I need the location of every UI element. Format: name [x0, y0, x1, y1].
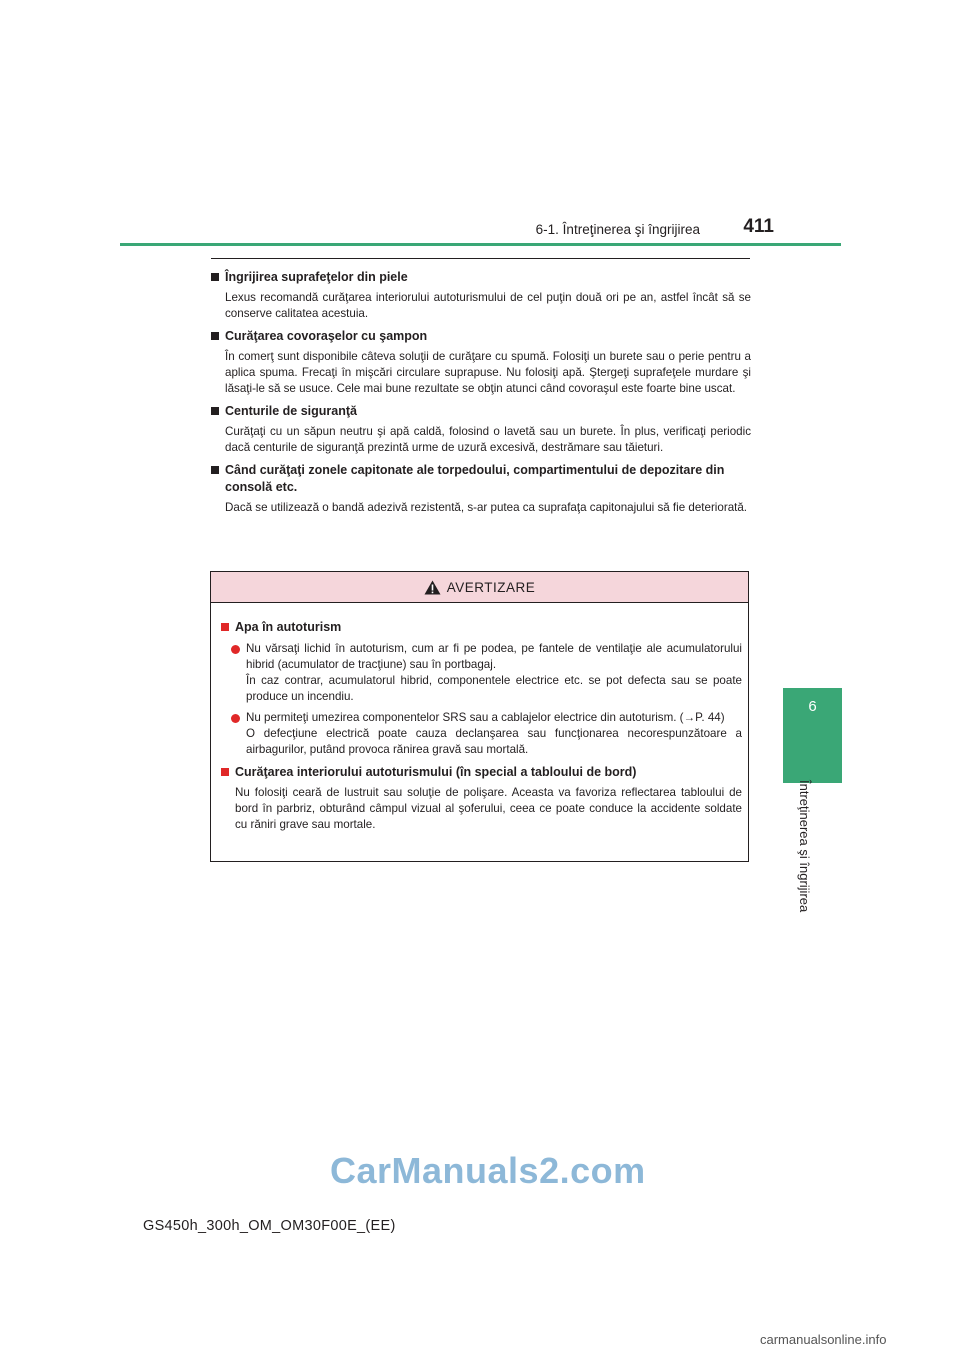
section-body: În comerţ sunt disponibile câteva soluţii de curăţare cu spumă. Folosiţi un burete sau o perie pentru a aplica spuma. Frecaţi în mişcări circulare suprapuse. Nu folosiţi apă. Ştergeţi suprafeţele murdare şi lăsaţi-le să se usuce. Cele mai bune rezultate se obţin atunci când covoraşul este foarte bine uscat.	[225, 350, 751, 395]
section-body: Curăţaţi cu un săpun neutru şi apă caldă, folosind o lavetă sau un burete. În plus, verificaţi periodic dacă centurile de siguranţă prezintă urme de uzură excesivă, destrămare sau tăieturi.	[225, 425, 751, 454]
bullet-subtext: În caz contrar, acumulatorul hibrid, componentele electrice etc. se pot defecta sau se poate produce un incendiu.	[246, 674, 742, 703]
section-title: Îngrijirea suprafeţelor din piele	[225, 270, 408, 284]
warning-header	[211, 572, 748, 603]
section-body: Lexus recomandă curăţarea interiorului autoturismului de cel puţin două ori pe an, astfel încât să se conserve calitatea acestuia.	[225, 291, 751, 320]
warning-triangle-icon	[424, 580, 441, 595]
warning-bullet	[221, 641, 742, 705]
warning-title: AVERTIZARE	[446, 579, 536, 595]
section-body: Dacă se utilizează o bandă adezivă rezistentă, s-ar putea ca suprafaţa capitonajului să fie deteriorată.	[225, 501, 748, 514]
section-header: 6-1. Întreţinerea şi îngrijirea	[535, 222, 700, 237]
chapter-tab	[783, 688, 842, 783]
header-rule	[120, 243, 841, 246]
section-carpets	[211, 328, 751, 397]
square-bullet-icon	[221, 768, 229, 776]
page-number: 411	[743, 216, 774, 237]
square-bullet-icon	[211, 332, 219, 340]
warning-item-body: Nu folosiţi ceară de lustruit sau soluţie de polişare. Aceasta va favoriza reflectarea tabloului de bord în parbriz, obturând câmpul vizual al şoferului, ceea ce poate conduce la accidente soldate cu răniri grave sau mortale.	[235, 786, 742, 831]
warning-bullet	[221, 710, 742, 758]
warning-item-title: Curăţarea interiorului autoturismului (în special a tabloului de bord)	[235, 765, 637, 779]
watermark-secondary: carmanualsonline.info	[760, 1332, 887, 1347]
round-bullet-icon	[231, 714, 240, 723]
section-title: Când curăţaţi zonele capitonate ale torpedoului, compartimentului de depozitare din consolă etc.	[225, 463, 725, 494]
section-leather	[211, 269, 751, 322]
bullet-text: Nu permiteţi umezirea componentelor SRS sau a cablajelor electrice din autoturism. (→P. 44)	[246, 711, 725, 724]
section-title: Curăţarea covoraşelor cu şampon	[225, 329, 428, 343]
square-bullet-icon	[211, 273, 219, 281]
footer-code: GS450h_300h_OM_OM30F00E_(EE)	[143, 1218, 396, 1234]
chapter-label: Întreţinerea şi îngrijirea	[797, 780, 812, 913]
square-bullet-icon	[211, 466, 219, 474]
warning-box	[210, 571, 749, 862]
watermark: CarManuals2.com	[330, 1150, 646, 1191]
section-seatbelts	[211, 403, 751, 456]
square-bullet-icon	[211, 407, 219, 415]
warning-item-title: Apa în autoturism	[235, 620, 342, 634]
section-padded-areas	[211, 462, 751, 516]
content	[211, 269, 751, 522]
round-bullet-icon	[231, 645, 240, 654]
content-rule	[211, 258, 750, 259]
warning-body	[211, 603, 748, 833]
chapter-number: 6	[808, 698, 817, 715]
square-bullet-icon	[221, 623, 229, 631]
bullet-text: Nu vărsaţi lichid în autoturism, cum ar fi pe podea, pe fantele de ventilaţie ale acumulatorului hibrid (acumulator de tracţiune) sau în portbagaj.	[246, 642, 742, 671]
section-title: Centurile de siguranţă	[225, 404, 357, 418]
bullet-subtext: O defecţiune electrică poate cauza declanşarea sau funcţionarea necorespunzătoare a airbagurilor, putând provoca rănirea gravă sau mortală.	[246, 727, 742, 756]
